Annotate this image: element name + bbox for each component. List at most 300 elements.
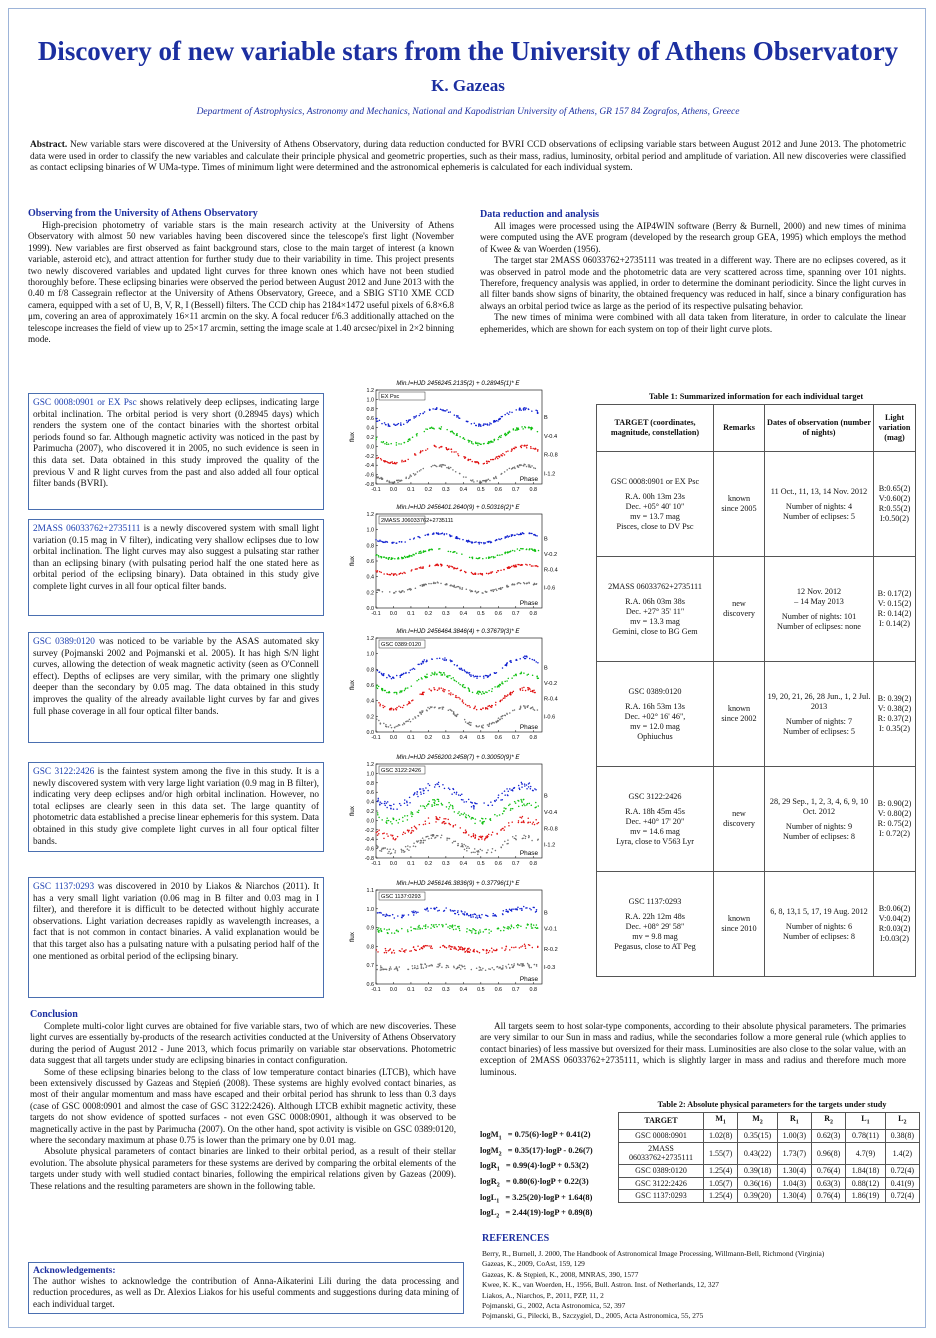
- data-point: [407, 969, 409, 971]
- abstract-text: New variable stars were discovered at the University of Athens Observatory, during data reduction conducted for BVRI CCD observations of eclipsing variable stars between August 2012 and June 2013. The photometric data were used in order to classify the new variables and calculate their principle physical and geometric properties, such as their mass, radius, luminosity, orbital period and amplitude of variation. All new discoveries were classified as contact eclipsing binaries of W UMa-type. Times of minimum light were determined and the astronomical ephemeris is calculated for each individual system.: [30, 140, 906, 174]
- data-point: [383, 969, 385, 971]
- data-point: [501, 554, 503, 556]
- data-point: [527, 924, 529, 926]
- data-point: [512, 467, 514, 469]
- data-point: [477, 442, 479, 444]
- table1-cell-line: Number of eclipses: 5: [782, 511, 856, 521]
- relation-lhs: logL: [480, 1192, 497, 1202]
- data-point: [473, 835, 475, 837]
- relation-line: [480, 1207, 618, 1223]
- x-tick-label: 0.5: [477, 861, 485, 867]
- data-point: [518, 806, 520, 808]
- data-point: [419, 452, 421, 454]
- data-point: [506, 680, 508, 682]
- data-point: [510, 550, 512, 552]
- data-point: [428, 965, 430, 967]
- data-point: [423, 550, 425, 552]
- data-point: [458, 914, 460, 916]
- data-point: [445, 907, 447, 909]
- data-point: [493, 420, 495, 422]
- data-point: [496, 590, 498, 592]
- data-point: [495, 588, 497, 590]
- table2-cell: 0.78(11): [846, 1130, 885, 1143]
- data-point: [522, 838, 524, 840]
- data-point: [395, 573, 397, 575]
- data-point: [429, 409, 431, 411]
- table1-cell-line: – 14 May 2013: [794, 596, 844, 606]
- data-point: [383, 847, 385, 849]
- data-point: [401, 948, 403, 950]
- reduction-p3: The new times of minima were combined with all data taken from literature, in order to calculate the linear ephemerides, which are shown for each system on top of their light curve plots.: [480, 312, 906, 334]
- plot-ephemeris: Min.I=HJD 2456200.2458(7) + 0.30050(9)* E: [396, 754, 520, 761]
- relation-lhs: logR: [480, 1177, 497, 1187]
- data-point: [438, 687, 440, 689]
- data-point: [379, 540, 381, 542]
- data-point: [455, 587, 457, 589]
- plot-target-label: GSC 1137:0293: [381, 894, 421, 901]
- data-point: [452, 826, 454, 828]
- data-point: [458, 946, 460, 948]
- data-point: [489, 723, 491, 725]
- data-point: [413, 946, 415, 948]
- data-point: [425, 550, 427, 552]
- data-point: [456, 793, 458, 795]
- data-point: [466, 589, 468, 591]
- data-point: [416, 435, 418, 437]
- data-point: [520, 946, 522, 948]
- data-point: [520, 689, 522, 691]
- data-point: [495, 421, 497, 423]
- data-point: [462, 799, 464, 801]
- data-point: [394, 558, 396, 560]
- data-point: [502, 416, 504, 418]
- band-label: B: [544, 793, 548, 800]
- band-label: R-0.4: [544, 567, 558, 574]
- data-point: [455, 841, 457, 843]
- conclusion-p3: Absolute physical parameters of contact binaries are linked to their orbital period, as a result of their stellar evolution. The absolute physical parameters for these systems are derived by comparing the orbital elements of the targets under study with well studied contact binaries, following the empirical relations given by Gazeas (2009). These relations and the resulting parameters are shown in the following table.: [30, 1146, 456, 1191]
- table2-header-main: R: [824, 1114, 830, 1123]
- data-point: [494, 915, 496, 917]
- data-point: [431, 964, 433, 966]
- y-tick-label: 0.8: [366, 944, 374, 951]
- data-point: [414, 792, 416, 794]
- data-point: [416, 680, 418, 682]
- data-point: [386, 952, 388, 954]
- y-tick-label: 1.0: [366, 651, 374, 658]
- data-point: [414, 453, 416, 455]
- data-point: [506, 945, 508, 947]
- data-point: [386, 677, 388, 679]
- data-point: [399, 803, 401, 805]
- data-point: [475, 917, 477, 919]
- data-point: [531, 840, 533, 842]
- data-point: [439, 548, 441, 550]
- data-point: [475, 443, 477, 445]
- data-point: [458, 417, 460, 419]
- data-point: [471, 572, 473, 574]
- data-point: [509, 468, 511, 470]
- data-point: [525, 427, 527, 429]
- data-point: [504, 454, 506, 456]
- data-point: [460, 795, 462, 797]
- data-point: [486, 460, 488, 462]
- data-point: [435, 924, 437, 926]
- data-point: [517, 466, 519, 468]
- table1-cell-line: R.A. 22h 12m 48s: [625, 911, 685, 921]
- data-point: [393, 423, 395, 425]
- data-point: [406, 420, 408, 422]
- data-point: [380, 703, 382, 705]
- data-point: [390, 709, 392, 711]
- data-point: [532, 947, 534, 949]
- reference-item: Berry, R., Burnell, J. 2000, The Handbook of Astronomical Image Processing, Willmann-Bell, Richmond (Virginia): [482, 1249, 825, 1258]
- data-point: [477, 851, 479, 853]
- data-point: [413, 417, 415, 419]
- data-point: [419, 693, 421, 695]
- data-point: [450, 909, 452, 911]
- data-point: [376, 457, 378, 459]
- data-point: [396, 462, 398, 464]
- band-label: B: [544, 910, 548, 917]
- data-point: [407, 459, 409, 461]
- data-point: [511, 677, 513, 679]
- data-point: [493, 589, 495, 591]
- data-point: [509, 949, 511, 951]
- data-point: [491, 705, 493, 707]
- data-point: [534, 692, 536, 694]
- data-point: [522, 428, 524, 430]
- data-point: [437, 835, 439, 837]
- band-label: R-0.4: [544, 696, 558, 703]
- data-point: [407, 819, 409, 821]
- data-point: [427, 836, 429, 838]
- data-point: [523, 582, 525, 584]
- data-point: [479, 676, 481, 678]
- data-point: [531, 804, 533, 806]
- data-point: [508, 567, 510, 569]
- data-point: [455, 451, 457, 453]
- data-point: [402, 834, 404, 836]
- data-point: [401, 460, 403, 462]
- data-point: [436, 804, 438, 806]
- data-point: [484, 839, 486, 841]
- data-point: [441, 565, 443, 567]
- data-point: [427, 926, 429, 928]
- data-point: [378, 927, 380, 929]
- data-point: [523, 687, 525, 689]
- data-point: [445, 660, 447, 662]
- data-point: [384, 461, 386, 463]
- data-point: [525, 690, 527, 692]
- data-point: [378, 555, 380, 557]
- data-point: [532, 659, 534, 661]
- y-tick-label: 0.4: [366, 799, 374, 806]
- data-point: [391, 461, 393, 463]
- data-point: [422, 692, 424, 694]
- data-point: [438, 924, 440, 926]
- data-point: [397, 725, 399, 727]
- data-point: [482, 724, 484, 726]
- data-point: [420, 585, 422, 587]
- data-point: [451, 451, 453, 453]
- y-tick-label: -0.4: [364, 463, 374, 470]
- data-point: [378, 817, 380, 819]
- data-point: [523, 965, 525, 967]
- table1-cell-target: [597, 557, 714, 662]
- data-point: [436, 466, 438, 468]
- data-point: [479, 916, 481, 918]
- data-point: [448, 551, 450, 553]
- data-point: [503, 569, 505, 571]
- data-point: [443, 910, 445, 912]
- data-point: [521, 782, 523, 784]
- data-point: [482, 836, 484, 838]
- data-point: [525, 838, 527, 840]
- table1-cell-line: Dec. +02° 16' 46",: [624, 711, 686, 721]
- data-point: [520, 925, 522, 927]
- table2-row: [619, 1190, 920, 1203]
- table1-cell-line: 28, 29 Sep., 1, 2, 3, 4, 6, 9, 10 Oct. 2012: [769, 796, 869, 816]
- data-point: [423, 793, 425, 795]
- data-point: [381, 969, 383, 971]
- data-point: [381, 557, 383, 559]
- data-point: [499, 456, 501, 458]
- data-point: [412, 718, 414, 720]
- data-point: [521, 445, 523, 447]
- data-point: [470, 916, 472, 918]
- data-point: [400, 805, 402, 807]
- series-B: [375, 532, 538, 545]
- data-point: [392, 914, 394, 916]
- data-point: [379, 420, 381, 422]
- data-point: [456, 435, 458, 437]
- data-point: [432, 673, 434, 675]
- system-box-3: [28, 762, 324, 852]
- data-point: [407, 720, 409, 722]
- band-label: I-0.3: [544, 965, 556, 972]
- relation-lhs: logM: [480, 1145, 499, 1155]
- conclusion-section: [30, 1021, 456, 1192]
- data-point: [514, 709, 516, 711]
- data-point: [381, 819, 383, 821]
- x-axis-label: Phase: [519, 976, 538, 983]
- data-point: [486, 950, 488, 952]
- system-box-1: [28, 519, 324, 616]
- data-point: [454, 568, 456, 570]
- data-point: [419, 712, 421, 714]
- data-point: [470, 674, 472, 676]
- data-point: [464, 671, 466, 673]
- data-point: [439, 464, 441, 466]
- y-tick-label: 0.8: [366, 543, 374, 550]
- data-point: [519, 550, 521, 552]
- data-point: [446, 409, 448, 411]
- data-point: [419, 567, 421, 569]
- data-point: [508, 678, 510, 680]
- data-point: [519, 464, 521, 466]
- data-point: [488, 556, 490, 558]
- series-V-0.2: [375, 548, 539, 560]
- data-point: [453, 712, 455, 714]
- data-point: [466, 928, 468, 930]
- data-point: [538, 805, 540, 807]
- data-point: [526, 582, 528, 584]
- data-point: [394, 968, 396, 970]
- table1-cell-line: Dec. +05° 40' 10": [625, 501, 685, 511]
- data-point: [431, 690, 433, 692]
- data-point: [457, 453, 459, 455]
- data-point: [396, 693, 398, 695]
- data-point: [438, 533, 440, 535]
- data-point: [444, 584, 446, 586]
- data-point: [472, 852, 474, 854]
- data-point: [515, 835, 517, 837]
- data-point: [515, 409, 517, 411]
- data-point: [522, 963, 524, 965]
- reference-item: Gazeas, K., 2009, CoAst, 159, 129: [482, 1259, 585, 1269]
- data-point: [384, 952, 386, 954]
- data-point: [433, 428, 435, 430]
- y-tick-label: -0.8: [364, 856, 374, 862]
- table2-cell: 0.39(18): [738, 1164, 777, 1177]
- table2-cell: GSC 0389:0120: [619, 1164, 704, 1177]
- series-B: [377, 906, 538, 919]
- table1-cell-light: [874, 872, 916, 977]
- data-point: [413, 473, 415, 475]
- data-point: [537, 662, 539, 664]
- data-point: [388, 851, 390, 853]
- table2-cell: 1.30(4): [777, 1190, 811, 1203]
- data-point: [513, 908, 515, 910]
- data-point: [509, 803, 511, 805]
- data-point: [400, 443, 402, 445]
- data-point: [416, 793, 418, 795]
- x-tick-label: 0.8: [529, 987, 538, 993]
- data-point: [455, 471, 457, 473]
- table1-cell-line: Pegasus, close to AT Peg: [614, 941, 696, 951]
- data-point: [462, 539, 464, 541]
- data-point: [403, 722, 405, 724]
- data-point: [527, 689, 529, 691]
- data-point: [408, 419, 410, 421]
- data-point: [438, 782, 440, 784]
- data-point: [420, 788, 422, 790]
- data-point: [521, 783, 523, 785]
- table2-row: [619, 1142, 920, 1164]
- system-text-0: shows relatively deep eclipses, indicating large orbital inclination. The orbital period is very short (0.28945 days) which renders the system one of the contact binaries with the shortest orbital periods found so far. Although magnetic activity was noticed in the past by Parimucha (2007), who discovered it in 2005, no such evidence is seen in this data set. Data obtained in this study improved the quality of the previous V and R light curves from the past and also added all four optical filter bands (BVRI).: [33, 398, 319, 490]
- data-point: [480, 835, 482, 837]
- data-point: [523, 533, 525, 535]
- data-point: [383, 723, 385, 725]
- data-point: [517, 927, 519, 929]
- data-point: [469, 557, 471, 559]
- data-point: [432, 408, 434, 410]
- data-point: [498, 794, 500, 796]
- data-point: [496, 477, 498, 479]
- data-point: [408, 830, 410, 832]
- data-point: [450, 948, 452, 950]
- data-point: [481, 592, 483, 594]
- data-point: [454, 913, 456, 915]
- table2-cell: 1.84(18): [846, 1164, 885, 1177]
- table2-header: [619, 1113, 704, 1130]
- series-V-0.1: [377, 923, 539, 934]
- table1-cell-line: I:0.50(2): [880, 514, 909, 523]
- data-point: [423, 967, 425, 969]
- data-point: [398, 724, 400, 726]
- data-point: [523, 799, 525, 801]
- relation-sub: 1: [496, 1198, 500, 1205]
- data-point: [478, 969, 480, 971]
- data-point: [474, 705, 476, 707]
- data-point: [382, 541, 384, 543]
- x-tick-label: 0.1: [407, 861, 415, 867]
- data-point: [440, 446, 442, 448]
- data-point: [422, 837, 424, 839]
- data-point: [533, 821, 535, 823]
- data-point: [401, 541, 403, 543]
- y-tick-label: 0.9: [366, 925, 374, 932]
- data-point: [521, 908, 523, 910]
- data-point: [534, 964, 536, 966]
- data-point: [465, 845, 467, 847]
- data-point: [523, 656, 525, 658]
- data-point: [411, 930, 413, 932]
- data-point: [489, 818, 491, 820]
- data-point: [518, 820, 520, 822]
- data-point: [408, 703, 410, 705]
- data-point: [503, 930, 505, 932]
- x-tick-label: 0.2: [424, 861, 433, 867]
- data-point: [421, 966, 423, 968]
- data-point: [403, 423, 405, 425]
- data-point: [469, 589, 471, 591]
- data-point: [387, 835, 389, 837]
- data-point: [438, 799, 440, 801]
- data-point: [478, 463, 480, 465]
- data-point: [427, 910, 429, 912]
- relation-line: [480, 1176, 618, 1192]
- data-point: [404, 802, 406, 804]
- data-point: [507, 694, 509, 696]
- data-point: [421, 967, 423, 969]
- data-point: [420, 469, 422, 471]
- table2-cell: 1.4(2): [885, 1142, 919, 1164]
- table1-cell-remarks: [714, 557, 765, 662]
- data-point: [399, 966, 401, 968]
- table1-cell-line: Number of eclipses: 5: [782, 726, 856, 736]
- data-point: [377, 477, 379, 479]
- data-point: [520, 707, 522, 709]
- y-tick-label: 1.0: [366, 397, 374, 404]
- data-point: [496, 799, 498, 801]
- data-point: [513, 565, 515, 567]
- table1-cell-line: Number of eclipses: 8: [782, 831, 856, 841]
- data-point: [390, 821, 392, 823]
- table1-header: Dates of observation (number of nights): [765, 405, 874, 452]
- data-point: [524, 409, 526, 411]
- plot-ephemeris: Min.I=HJD 2456464.3846(4) + 0.37679(3)* E: [396, 628, 520, 635]
- data-point: [393, 677, 395, 679]
- data-point: [476, 915, 478, 917]
- data-point: [491, 691, 493, 693]
- table1-cell-line: Number of nights: 6: [785, 921, 853, 931]
- data-point: [536, 911, 538, 913]
- data-point: [503, 910, 505, 912]
- data-point: [391, 852, 393, 854]
- data-point: [428, 688, 430, 690]
- data-point: [530, 707, 532, 709]
